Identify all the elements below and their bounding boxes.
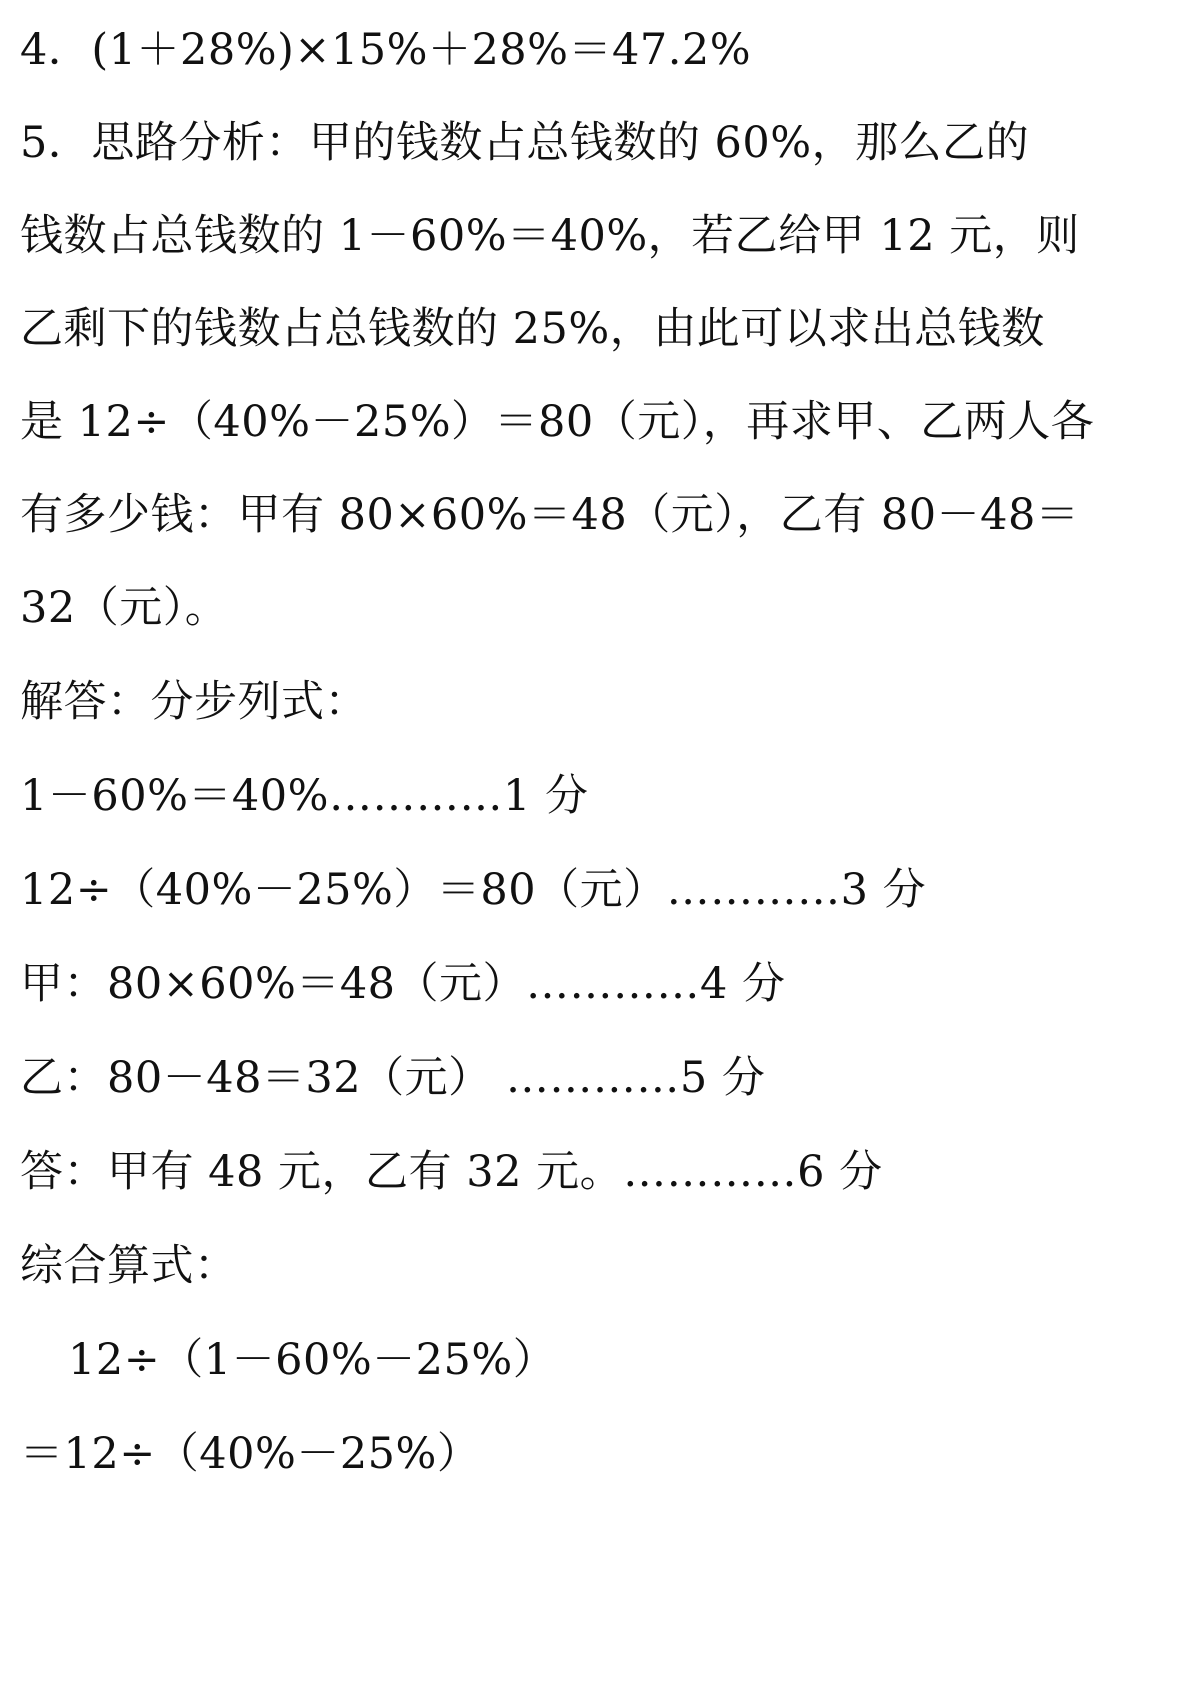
- problem-5-analysis-line-6: 32（元）。: [20, 583, 229, 633]
- solution-step-2: 12÷（40%－25%）＝80（元）…………3 分: [20, 865, 927, 915]
- problem-4-answer-line: 4．(1＋28%)×15%＋28%＝47.2%: [20, 25, 752, 75]
- problem-5-analysis-line-4: 是 12÷（40%－25%）＝80（元），再求甲、乙两人各: [20, 397, 1095, 447]
- problem-5-analysis-line-3: 乙剩下的钱数占总钱数的 25%，由此可以求出总钱数: [20, 304, 1045, 354]
- solution-step-3: 甲：80×60%＝48（元）…………4 分: [20, 959, 786, 1009]
- solution-step-1: 1－60%＝40%…………1 分: [20, 771, 589, 821]
- solution-step-4: 乙：80－48＝32（元） …………5 分: [20, 1053, 766, 1103]
- problem-5-analysis-line-2: 钱数占总钱数的 1－60%＝40%，若乙给甲 12 元，则: [20, 211, 1080, 261]
- combined-formula-line-1: 12÷（1－60%－25%）: [68, 1335, 557, 1385]
- solution-answer: 答：甲有 48 元，乙有 32 元。…………6 分: [20, 1147, 883, 1197]
- problem-5-analysis-line-5: 有多少钱：甲有 80×60%＝48（元），乙有 80－48＝: [20, 490, 1080, 540]
- combined-formula-heading: 综合算式：: [20, 1241, 238, 1291]
- solution-heading: 解答：分步列式：: [20, 677, 368, 727]
- problem-5-analysis-line-1: 5．思路分析：甲的钱数占总钱数的 60%，那么乙的: [20, 118, 1030, 168]
- combined-formula-line-2: ＝12÷（40%－25%）: [20, 1429, 481, 1479]
